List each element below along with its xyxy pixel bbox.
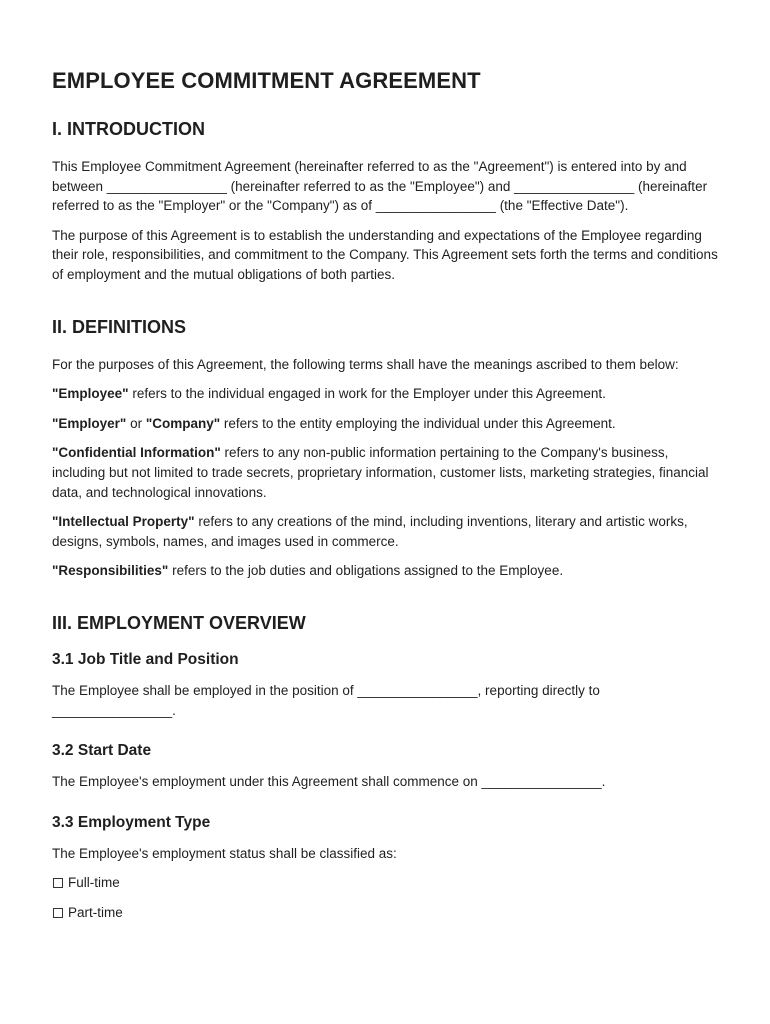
definition-confidential-text: refers to any non-public information pertaining to the Company's business, including but not limited to trade secrets, proprietary information, customer lists, marketing strategies, financial data, and technological innovations. — [52, 445, 709, 500]
definition-confidential-information — [52, 443, 724, 502]
subsection-heading-job-title: 3.1 Job Title and Position — [52, 650, 239, 668]
definitions-lead: For the purposes of this Agreement, the following terms shall have the meanings ascribed to them below: — [52, 356, 679, 372]
subsection-heading-start-date: 3.2 Start Date — [52, 742, 152, 760]
subsection-heading-employment-type: 3.3 Employment Type — [52, 813, 211, 831]
definition-employer — [52, 414, 724, 434]
definition-ip-text: refers to any creations of the mind, including inventions, literary and artistic works, designs, symbols, names, and images used in commerce. — [52, 514, 688, 549]
definition-employer-or: or — [126, 415, 146, 431]
term-employee: "Employee" — [52, 386, 129, 402]
definition-employee-text: refers to the individual engaged in work for the Employer under this Agreement. — [128, 386, 606, 402]
term-employer: "Employer" — [52, 415, 127, 431]
intro-paragraph-2: The purpose of this Agreement is to establish the understanding and expectations of the Employee regarding their role, responsibilities, and commitment to the Company. This Agreement sets forth the terms and conditions of employment and the mutual obligations of both parties. — [52, 227, 718, 282]
definition-responsibilities — [52, 561, 724, 581]
employment-type-paragraph: The Employee's employment status shall be classified as: — [52, 845, 397, 861]
definition-intellectual-property — [52, 512, 724, 551]
option-full-time[interactable] — [52, 873, 724, 893]
checkbox-icon[interactable] — [53, 878, 63, 888]
option-part-time[interactable] — [52, 903, 724, 923]
term-responsibilities: "Responsibilities" — [52, 563, 169, 579]
section-heading-definitions: II. DEFINITIONS — [52, 316, 187, 337]
definition-responsibilities-text: refers to the job duties and obligations assigned to the Employee. — [168, 563, 564, 579]
definition-employer-text: refers to the entity employing the individual under this Agreement. — [220, 415, 616, 431]
section-heading-introduction: I. INTRODUCTION — [52, 119, 205, 139]
job-title-paragraph: The Employee shall be employed in the position of ________________, reporting directly to ________________. — [52, 682, 600, 718]
document-page — [52, 68, 724, 932]
option-part-time-label: Part-time — [68, 904, 123, 920]
checkbox-icon[interactable] — [53, 908, 63, 918]
definition-employee — [52, 384, 724, 404]
term-confidential-information: "Confidential Information" — [52, 445, 221, 461]
start-date-paragraph: The Employee's employment under this Agreement shall commence on ________________. — [52, 774, 606, 790]
document-title: EMPLOYEE COMMITMENT AGREEMENT — [52, 68, 481, 93]
term-company: "Company" — [145, 415, 221, 431]
intro-paragraph-1: This Employee Commitment Agreement (hereinafter referred to as the "Agreement") is entered into by and between ________________ (hereinafter referred to as the "Employee") and ________________ (hereinafter referred to as the "Employer" or the "Company") as of ________________ (the "Effective Date"). — [52, 159, 708, 214]
section-heading-employment-overview: III. EMPLOYMENT OVERVIEW — [52, 612, 306, 633]
option-full-time-label: Full-time — [68, 875, 120, 891]
term-intellectual-property: "Intellectual Property" — [52, 514, 195, 530]
